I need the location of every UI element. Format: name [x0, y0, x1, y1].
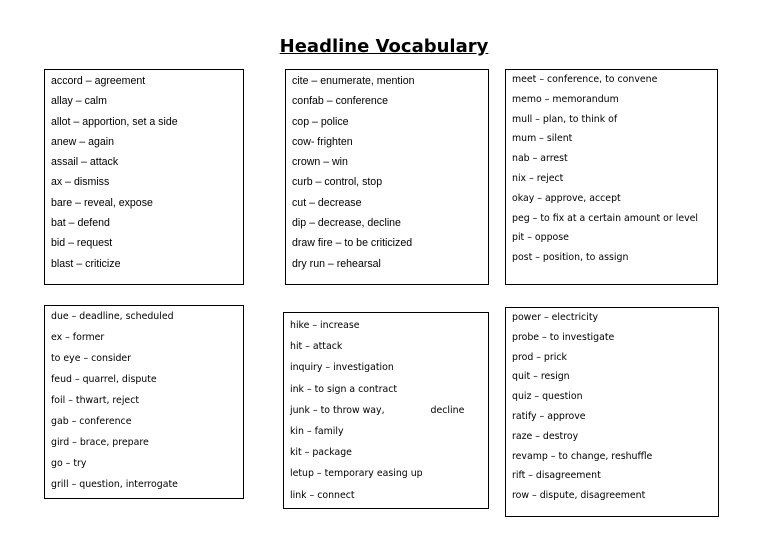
vocab-entry-junk-extra: decline — [430, 404, 465, 416]
vocab-entry: ratify – approve — [512, 410, 586, 422]
vocab-entry: meet – conference, to convene — [512, 74, 658, 85]
vocab-entry: ex – former — [51, 332, 105, 343]
vocab-entry: dry run – rehearsal — [292, 257, 381, 270]
vocab-entry: okay – approve, accept — [512, 192, 621, 204]
vocab-entry: kit – package — [290, 447, 352, 459]
vocab-entry: dip – decrease, decline — [292, 217, 401, 230]
vocab-entry: post – position, to assign — [512, 252, 629, 264]
vocab-entry — [290, 400, 482, 421]
vocab-entry: probe – to investigate — [512, 331, 615, 343]
vocab-entry: bid – request — [51, 237, 113, 250]
vocab-entry: mull – plan, to think of — [512, 113, 618, 125]
vocab-entry: go – try — [51, 458, 87, 469]
vocab-entry: kin – family — [290, 425, 344, 437]
vocab-entry: raze – destroy — [512, 430, 579, 442]
vocab-entry: allot – apportion, set a side — [51, 115, 178, 128]
vocab-entry: power – electricity — [512, 312, 599, 323]
vocab-entry: hike – increase — [290, 320, 360, 331]
page-title: Headline Vocabulary — [279, 36, 489, 57]
vocab-entry: cop – police — [292, 115, 349, 128]
vocab-entry: blast – criticize — [51, 257, 121, 270]
vocab-entry: link – connect — [290, 489, 355, 501]
vocab-entry: accord – agreement — [51, 75, 146, 87]
vocab-entry: bat – defend — [51, 217, 110, 230]
vocab-entry: assail – attack — [51, 156, 119, 169]
vocab-box-c-d — [285, 69, 489, 285]
vocab-entry: gab – conference — [51, 416, 132, 427]
vocab-entry: to eye – consider — [51, 353, 132, 364]
vocab-entry: bare – reveal, expose — [51, 196, 153, 209]
vocab-entry: cow- frighten — [292, 135, 353, 148]
vocab-entry: nix – reject — [512, 172, 564, 184]
vocab-entry: peg – to fix at a certain amount or level — [512, 212, 699, 224]
vocab-entry: ax – dismiss — [51, 176, 110, 189]
vocab-entry: hit – attack — [290, 341, 343, 353]
vocab-entry: row – dispute, disagreement — [512, 490, 646, 502]
vocab-entry: crown – win — [292, 156, 348, 169]
vocab-entry: draw fire – to be criticized — [292, 237, 413, 250]
vocab-entry: foil – thwart, reject — [51, 395, 140, 406]
vocab-entry: mum – silent — [512, 133, 573, 145]
vocab-entry-junk: junk – to throw way, — [290, 404, 385, 416]
vocab-entry: rift – disagreement — [512, 470, 601, 482]
vocab-box-h-l — [283, 312, 489, 509]
vocab-entry: prod – prick — [512, 351, 567, 363]
vocab-entry: curb – control, stop — [292, 176, 383, 189]
vocab-entry: quiz – question — [512, 391, 583, 403]
vocab-entry: cut – decrease — [292, 196, 362, 209]
vocab-entry: cite – enumerate, mention — [292, 75, 415, 87]
vocab-entry: letup – temporary easing up — [290, 468, 423, 480]
vocab-entry: grill – question, interrogate — [51, 479, 178, 490]
vocab-entry: nab – arrest — [512, 153, 568, 165]
vocab-box-m-p — [505, 69, 718, 285]
vocab-entry: memo – memorandum — [512, 93, 619, 105]
vocab-entry: revamp – to change, reshuffle — [512, 450, 653, 462]
vocab-box-d-g — [44, 305, 244, 499]
vocab-entry: ink – to sign a contract — [290, 383, 398, 395]
vocab-entry: pit – oppose — [512, 232, 569, 244]
vocab-entry: confab – conference — [292, 95, 389, 108]
vocab-entry: quit – resign — [512, 371, 570, 383]
vocab-entry: inquiry – investigation — [290, 362, 394, 374]
vocab-box-p-r — [505, 307, 719, 517]
vocab-entry: allay – calm — [51, 95, 107, 108]
vocab-entry: feud – quarrel, dispute — [51, 374, 157, 385]
vocab-entry: anew – again — [51, 135, 115, 148]
vocab-box-a-b — [44, 69, 244, 285]
vocab-entry: due – deadline, scheduled — [51, 311, 174, 322]
vocab-entry: gird – brace, prepare — [51, 437, 149, 448]
